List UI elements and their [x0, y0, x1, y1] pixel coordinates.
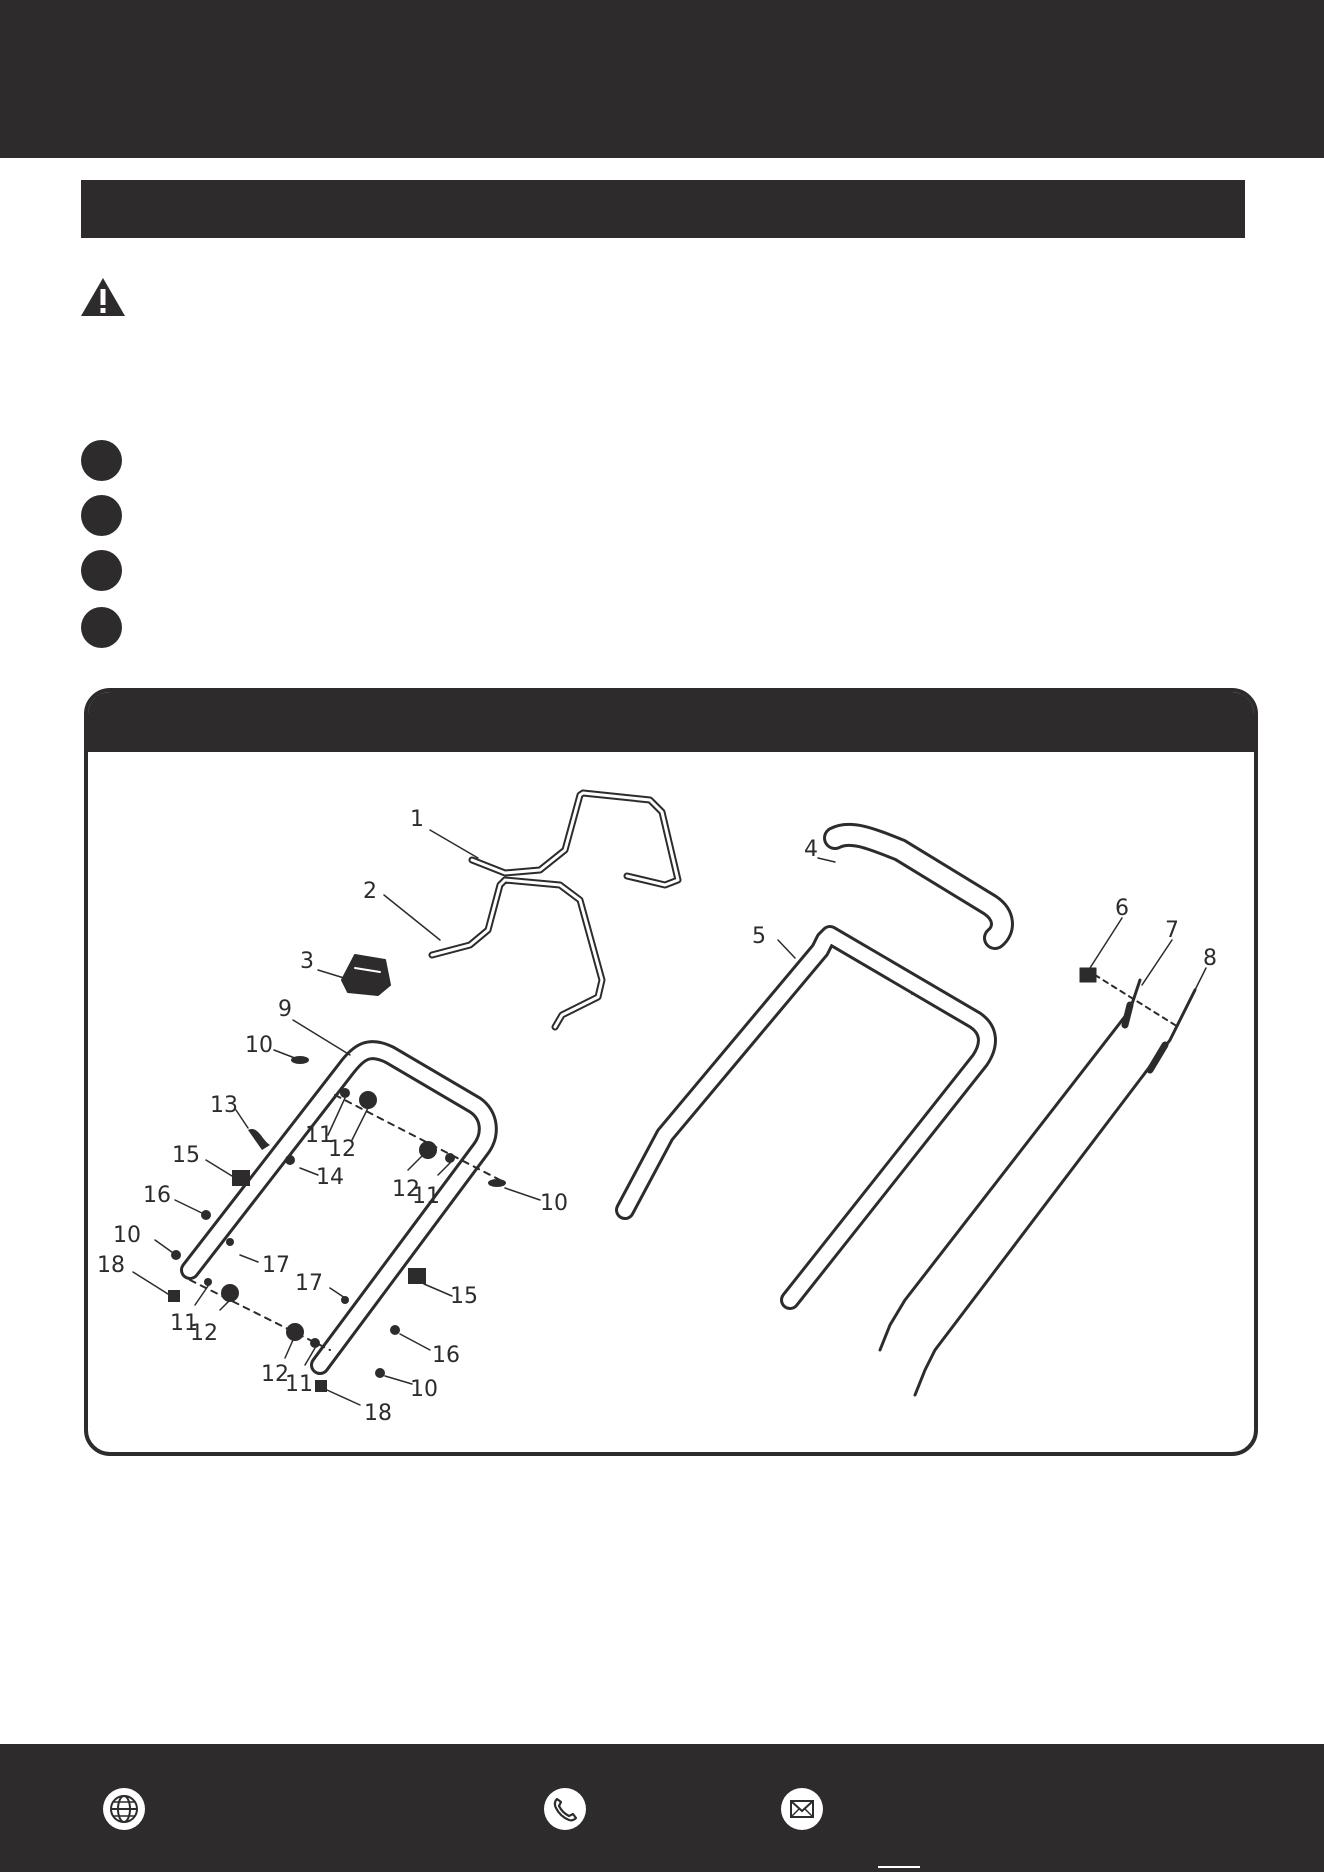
label-part-15: 15 — [450, 1284, 478, 1309]
part-3-clip — [342, 955, 390, 995]
footer-band — [0, 1744, 1324, 1872]
label-part-15: 15 — [172, 1143, 200, 1168]
label-part-12: 12 — [392, 1177, 420, 1202]
label-part-6: 6 — [1115, 896, 1129, 921]
label-part-10: 10 — [113, 1223, 141, 1248]
label-part-9: 9 — [278, 997, 292, 1022]
label-part-2: 2 — [363, 879, 377, 904]
label-part-8: 8 — [1203, 946, 1217, 971]
label-part-10: 10 — [540, 1191, 568, 1216]
label-part-11: 11 — [412, 1184, 440, 1209]
phone-icon — [543, 1787, 587, 1831]
footer-edge-mark — [878, 1866, 920, 1868]
label-part-11: 11 — [170, 1311, 198, 1336]
label-part-12: 12 — [190, 1321, 218, 1346]
part-7-cable — [880, 980, 1140, 1350]
envelope-icon — [780, 1787, 824, 1831]
part-2-bail-bar — [432, 880, 602, 1027]
part-4-grip — [835, 835, 1002, 994]
label-part-16: 16 — [432, 1343, 460, 1368]
label-part-10: 10 — [410, 1377, 438, 1402]
label-part-17: 17 — [295, 1271, 323, 1296]
label-part-1: 1 — [410, 807, 424, 832]
label-part-5: 5 — [752, 924, 766, 949]
label-part-16: 16 — [143, 1183, 171, 1208]
label-part-11: 11 — [305, 1123, 333, 1148]
label-part-3: 3 — [300, 949, 314, 974]
globe-icon — [102, 1787, 146, 1831]
label-part-12: 12 — [328, 1137, 356, 1162]
part-6-connector — [1080, 968, 1096, 982]
label-part-14: 14 — [316, 1165, 344, 1190]
label-part-17: 17 — [262, 1253, 290, 1278]
label-part-13: 13 — [210, 1093, 238, 1118]
label-part-18: 18 — [364, 1401, 392, 1426]
label-part-10: 10 — [245, 1033, 273, 1058]
label-part-4: 4 — [804, 837, 818, 862]
label-part-7: 7 — [1165, 918, 1179, 943]
label-part-18: 18 — [97, 1253, 125, 1278]
label-part-12: 12 — [261, 1362, 289, 1387]
part-1-bail-bar — [472, 793, 678, 885]
label-part-11: 11 — [285, 1372, 313, 1397]
part-8-cable — [915, 990, 1195, 1395]
part-5-upper-handle — [625, 935, 987, 1300]
